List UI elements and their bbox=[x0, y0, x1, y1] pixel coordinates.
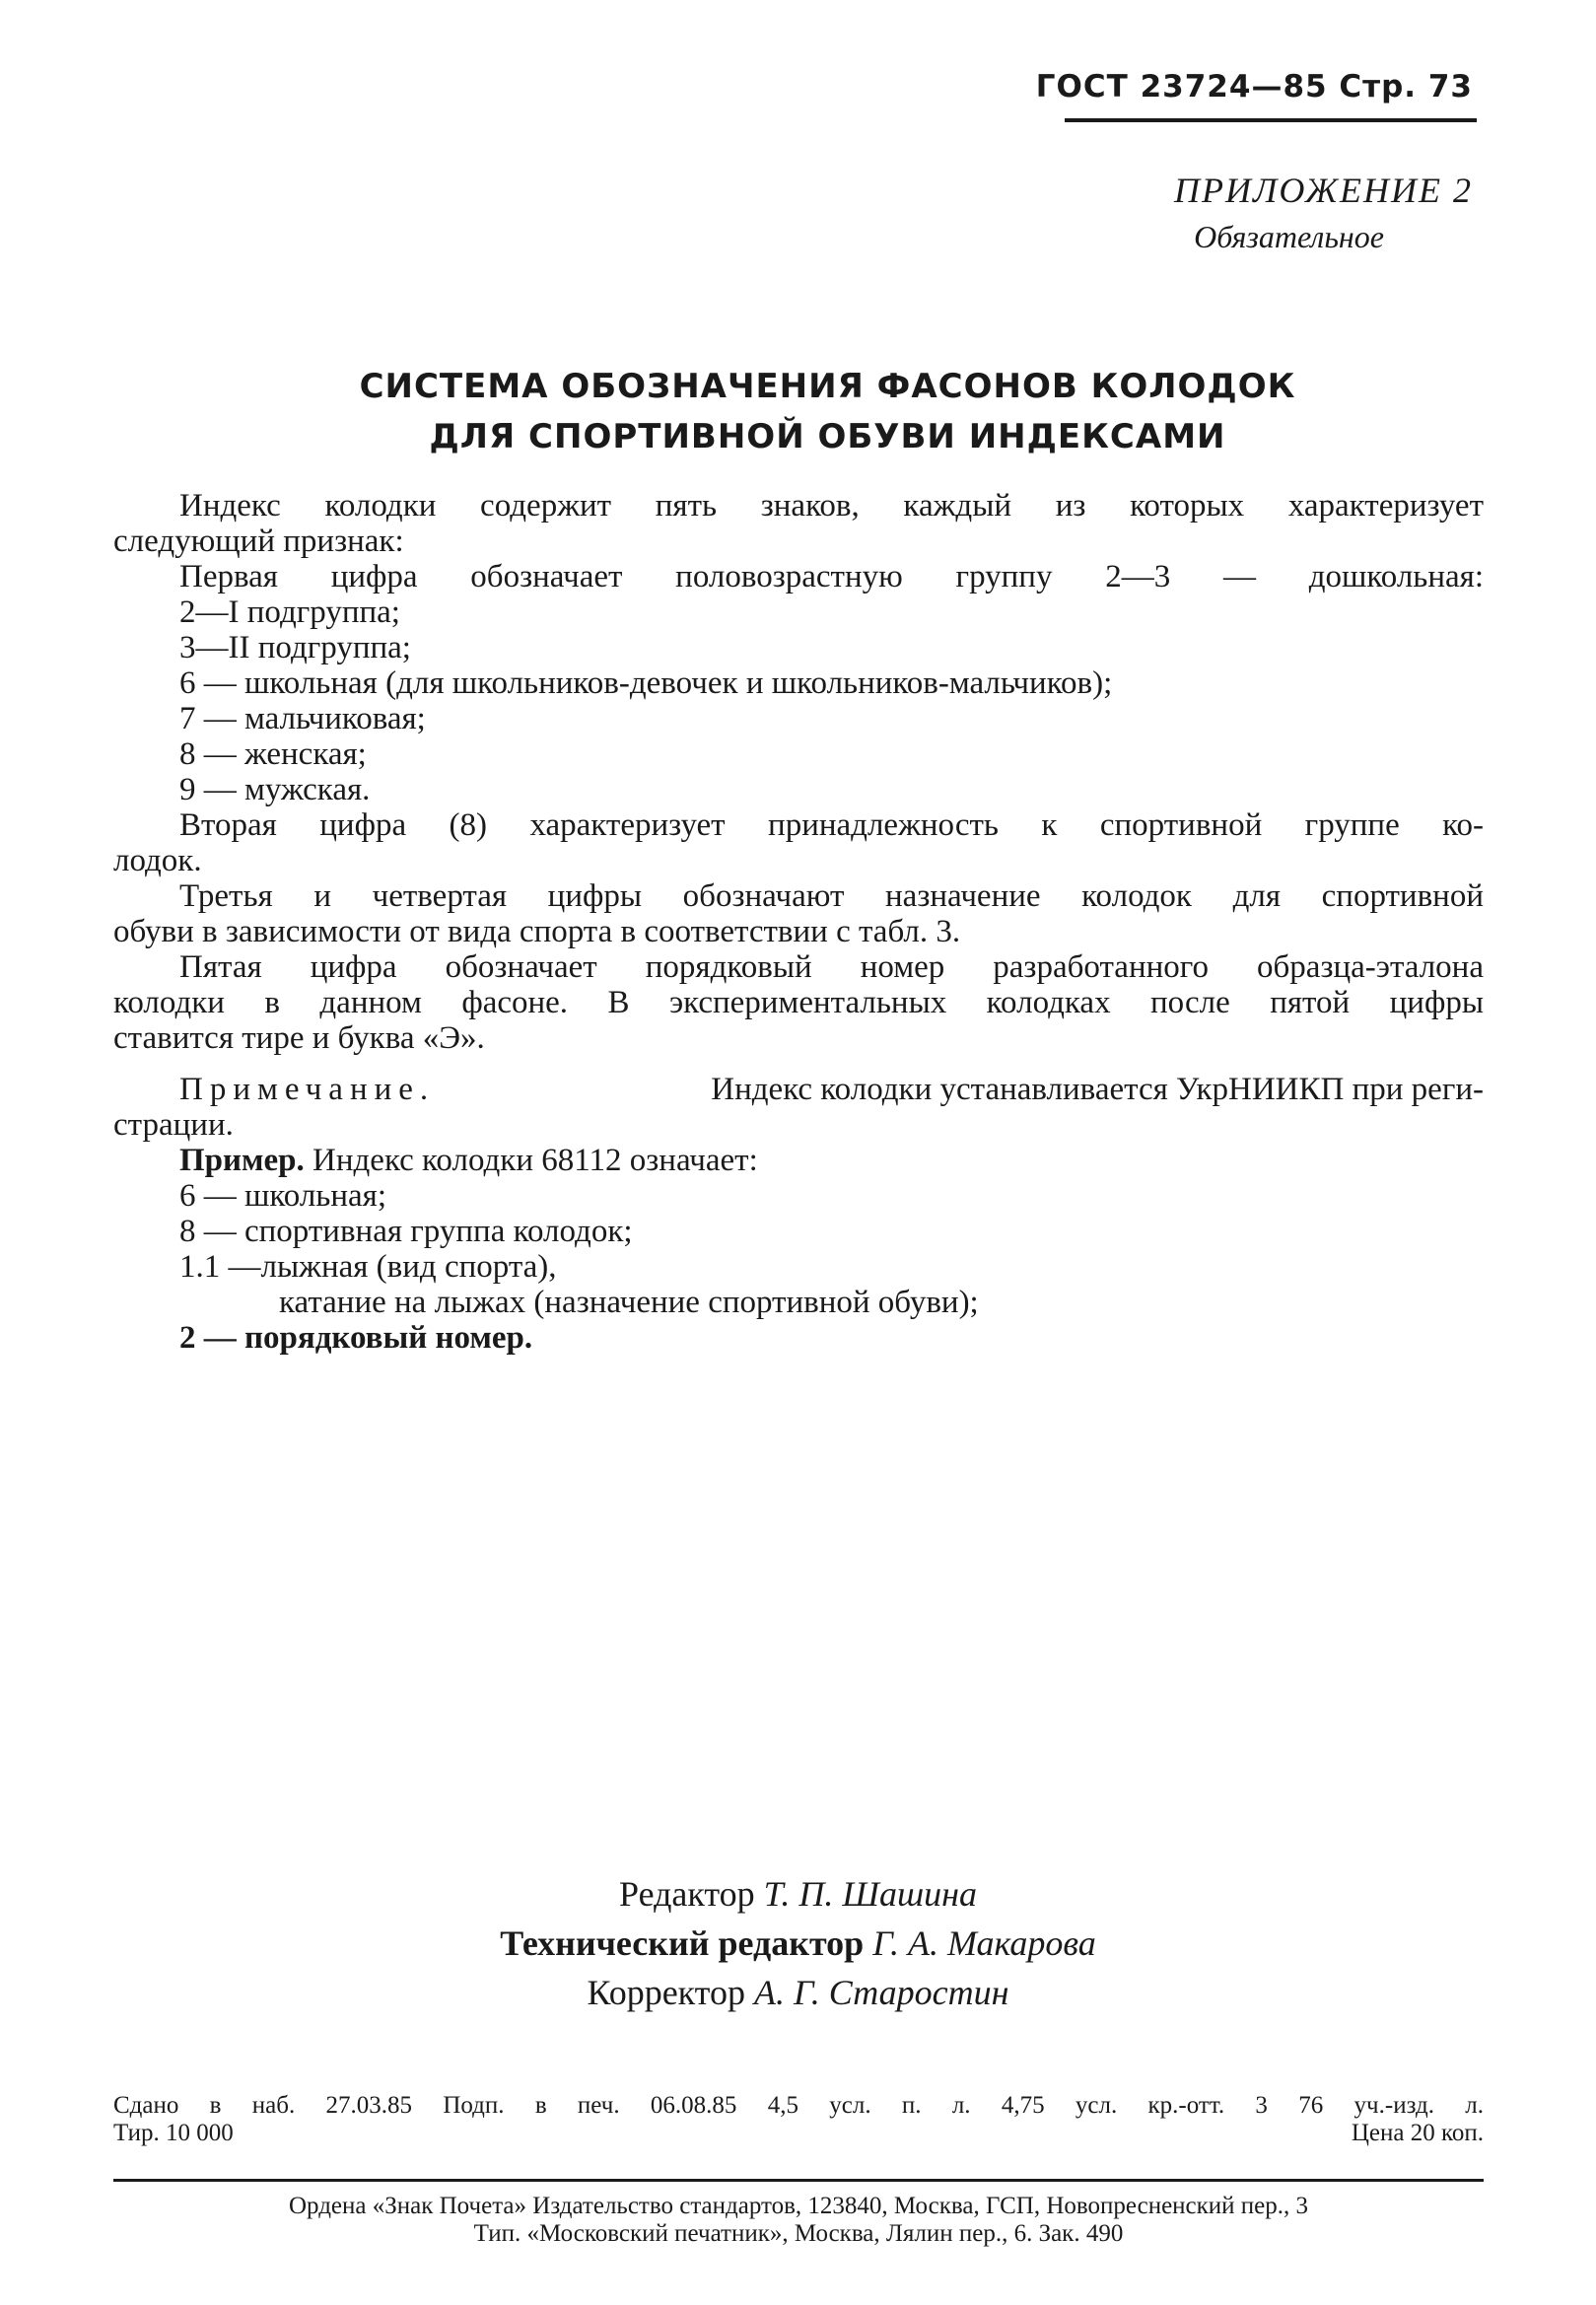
group-item-3: 6 — школьная (для школьников-девочек и школьников-мальчиков); bbox=[179, 665, 1113, 701]
credit-corrector-role: Корректор bbox=[587, 1973, 745, 2012]
credit-tech-editor bbox=[0, 1922, 1596, 1964]
body-second-digit-2: лодок. bbox=[113, 843, 202, 878]
example-paragraph bbox=[179, 1143, 758, 1178]
group-item-4: 7 — мальчиковая; bbox=[179, 701, 426, 736]
header-rule bbox=[1065, 118, 1477, 122]
credit-tech-role: Технический редактор bbox=[500, 1923, 865, 1963]
credit-editor-name: Т. П. Шашина bbox=[763, 1874, 977, 1914]
appendix-status: Обязательное bbox=[1194, 219, 1384, 254]
title-line-1: СИСТЕМА ОБОЗНАЧЕНИЯ ФАСОНОВ КОЛОДОК bbox=[359, 367, 1296, 406]
imprint-block bbox=[113, 2092, 1484, 2147]
appendix-label: ПРИЛОЖЕНИЕ 2 bbox=[1174, 171, 1473, 210]
publisher-line-2: Тип. «Московский печатник», Москва, Лялин пер., 6. Зак. 490 bbox=[473, 2220, 1124, 2247]
credit-corrector bbox=[0, 1972, 1596, 2013]
example-label: Пример. bbox=[179, 1143, 305, 1178]
group-item-1: 2—I подгруппа; bbox=[179, 594, 400, 630]
example-item-3: 1.1 —лыжная (вид спорта), bbox=[179, 1249, 557, 1285]
imprint-row bbox=[113, 2120, 1484, 2147]
page-header: ГОСТ 23724—85 Стр. 73 bbox=[1035, 69, 1473, 105]
title-line-2: ДЛЯ СПОРТИВНОЙ ОБУВИ ИНДЕКСАМИ bbox=[429, 417, 1226, 456]
credit-editor-role: Редактор bbox=[619, 1874, 755, 1914]
note-paragraph bbox=[179, 1072, 1484, 1107]
body-fifth-digit-3: ставится тире и буква «Э». bbox=[113, 1020, 485, 1056]
body-second-digit-1: Вторая цифра (8) характеризует принадлежность к спортивной группе ко- bbox=[179, 807, 1484, 843]
group-item-2: 3—II подгруппа; bbox=[179, 630, 411, 665]
imprint-dates: Сдано в наб. 27.03.85 Подп. в печ. 06.08.85 4,5 усл. п. л. 4,75 усл. кр.-отт. 3 76 уч.-изд. л. bbox=[113, 2092, 1484, 2119]
example-item-5: 2 — порядковый номер. bbox=[179, 1320, 533, 1356]
example-item-1: 6 — школьная; bbox=[179, 1178, 387, 1214]
example-item-4: катание на лыжах (назначение спортивной обуви); bbox=[279, 1285, 979, 1320]
body-fifth-digit-1: Пятая цифра обозначает порядковый номер разработанного образца-эталона bbox=[179, 949, 1484, 985]
example-text: Индекс колодки 68112 означает: bbox=[312, 1143, 758, 1178]
group-item-5: 8 — женская; bbox=[179, 736, 367, 772]
body-fifth-digit-2: колодки в данном фасоне. В экспериментальных колодках после пятой цифры bbox=[113, 985, 1484, 1020]
body-third-digit-1: Третья и четвертая цифры обозначают назначение колодок для спортивной bbox=[179, 878, 1484, 914]
note-text: Индекс колодки устанавливается УкрНИИКП при реги- bbox=[711, 1072, 1484, 1107]
group-item-6: 9 — мужская. bbox=[179, 772, 371, 807]
note-text-2: страции. bbox=[113, 1107, 234, 1143]
example-item-2: 8 — спортивная группа колодок; bbox=[179, 1214, 633, 1249]
credit-corrector-name: А. Г. Старостин bbox=[753, 1973, 1009, 2012]
imprint-print-run: Тир. 10 000 bbox=[113, 2120, 234, 2146]
imprint-rule bbox=[113, 2179, 1484, 2182]
publisher-line-1: Ордена «Знак Почета» Издательство стандартов, 123840, Москва, ГСП, Новопресненский пер., 3 bbox=[288, 2193, 1309, 2219]
credit-editor bbox=[0, 1873, 1596, 1915]
body-third-digit-2: обуви в зависимости от вида спорта в соответствии с табл. 3. bbox=[113, 914, 961, 949]
credit-tech-name: Г. А. Макарова bbox=[872, 1923, 1096, 1963]
note-label: Примечание. bbox=[179, 1072, 436, 1107]
publisher-footer bbox=[113, 2193, 1484, 2248]
body-intro-2: следующий признак: bbox=[113, 524, 404, 559]
body-first-digit: Первая цифра обозначает половозрастную группу 2—3 — дошкольная: bbox=[179, 559, 1484, 594]
imprint-price: Цена 20 коп. bbox=[1351, 2120, 1484, 2146]
body-intro-1: Индекс колодки содержит пять знаков, каждый из которых характеризует bbox=[179, 488, 1484, 524]
